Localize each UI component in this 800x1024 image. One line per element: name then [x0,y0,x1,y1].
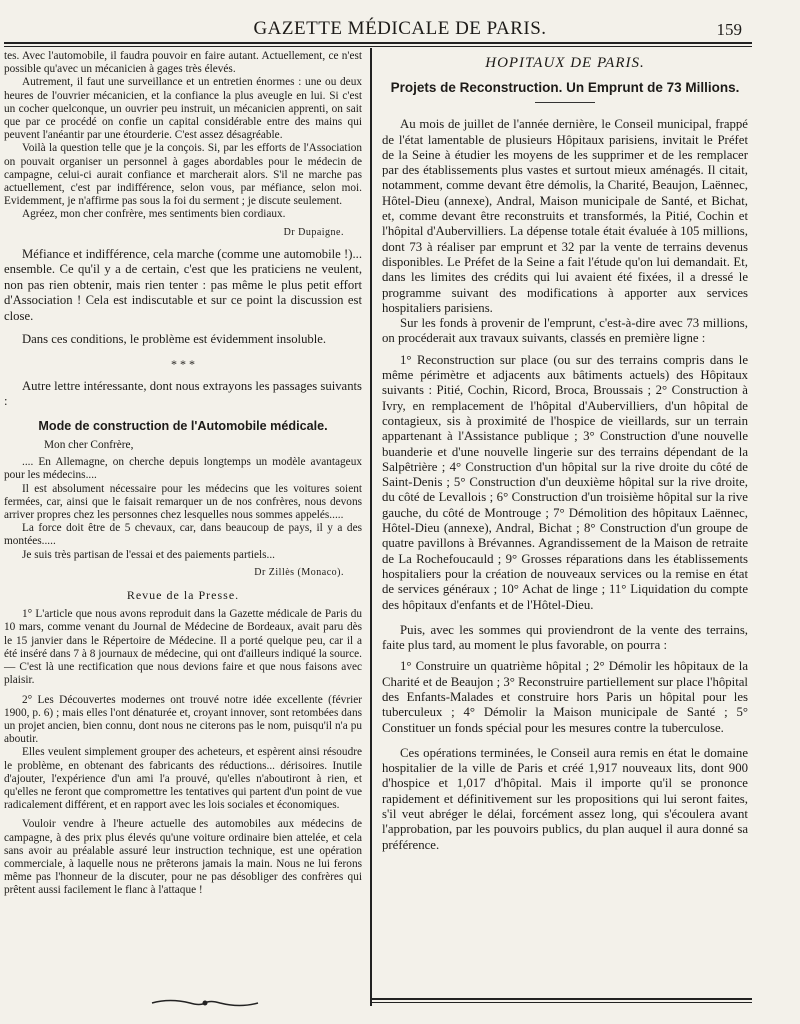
letter-paragraph: Agréez, mon cher confrère, mes sentiments bien cordiaux. [22,208,286,221]
section-heading: Revue de la Presse. [126,588,240,603]
letter-salutation: Mon cher Confrère, [44,439,134,452]
journal-title: GAZETTE MÉDICALE DE PARIS. [253,18,547,39]
intro-paragraph: Autre lettre intéressante, dont nous extrayons les passages suivants : [4,378,362,409]
footer-rule [372,998,752,1000]
section-separator: * * * [171,356,195,371]
letter-paragraph: Il est absolument nécessaire pour les médecins que les voitures soient fermées, car, ainsi que le faisait remarquer un de nos confrères, nous devons arriver propres chez les personnes chez lesquelles nous sommes appelés..... [4,482,362,522]
letter-paragraph: La force doit être de 5 chevaux, car, dans beaucoup de pays, il y a des montées..... [4,522,362,548]
left-column [4,50,362,898]
signature: Dr Dupaigne. [283,226,344,238]
commentary-paragraph: Méfiance et indifférence, cela marche (comme une automobile !)... ensemble. Ce qu'il y a de certain, c'est que les praticiens ne veulent, non pas rien obtenir, mais rien tenter : pas même le plus petit effort d'Association ! Cela est indiscutable et sur ce point la discussion est close. [4,246,362,323]
revue-paragraph: Elles veulent simplement grouper des acheteurs, et espèrent ainsi résoudre le problème, en obtenant des fabricants des réductions... dérisoires. Inutile d'ajouter, l'expérience d'un ami l'a prouvé, qu'elles n'aboutiront à rien, et qu'elles ne feront que compromettre les tentatives qui partent d'un point de vue radicalement différent, et en rapport avec les lois sociales et économiques. [4,746,362,812]
article-paragraph: Puis, avec les sommes qui proviendront de la vente des terrains, faite plus tard, au moment le plus favorable, on pourra : [382,622,748,653]
header-rule-thin [4,46,752,47]
letter-paragraph: Voilà la question telle que je la conçois. Si, par les efforts de l'Association on pouvait organiser un personnel à gages abordables pour le médecin de campagne, celui-ci aurait confiance et marcherait alors. S'il ne marche pas actuellement, c'est par indifférence, selon vous, par méfiance, selon moi. Evidemment, je n'affirme pas sous la foi du serment ; je discute seulement. [4,142,362,208]
article-heading: Mode de construction de l'Automobile médicale. [38,418,328,433]
header-rule [4,42,752,44]
letter-paragraph: Autrement, il faut une surveillance et un entretien énormes : une ou deux heures de l'ouvrier mécanicien, et la confiance la plus aveugle en lui. Si c'est un cocher quelconque, un ouvrier peu instruit, un mécanicien apprenti, on sait que par ce procédé on confie un capital considérable entre des mains qui peuvent l'anéantir par une étourderie. C'est assez désagréable. [4,76,362,142]
section-title: HOPITAUX DE PARIS. [485,55,645,71]
article-title: Projets de Reconstruction. Un Emprunt de 73 Millions. [390,80,740,96]
revue-paragraph: Vouloir vendre à l'heure actuelle des automobiles aux médecins de campagne, à des prix plus élevés qu'une voiture ordinaire bien attelée, et cela sans avoir au préalable assuré leur instruction technique, est une opération commerciale, à laquelle nous ne prêterons jamais la main. Nous ne lui ferons même pas l'honneur de la discuter, pour ne pas désobliger des confrères qui prêtent aussi facilement le flanc à l'attaque ! [4,818,362,897]
footer-rule-thin [372,1002,752,1003]
letter-paragraph: .... En Allemagne, on cherche depuis longtemps un modèle avantageux pour les médecins.... [4,456,362,482]
article-paragraph: Ces opérations terminées, le Conseil aura remis en état le domaine hospitalier de la ville de Paris et créé 1,917 nouveaux lits, dont 900 d'hospice et 1,017 d'hôpital. Mais il importe qu'il se prononce rapidement et définitivement sur les propositions qui lui seront faites, s'il veut abréger le délai, forcément assez long, qui s'écoulera avant l'approbation, par les pouvoirs publics, du plan auquel il aura donné sa préférence. [382,745,748,852]
article-paragraph: 1° Reconstruction sur place (ou sur des terrains compris dans le même périmètre et adjacents aux bâtiments actuels) des Hôpitaux suivants : Pitié, Cochin, Ricord, Broca, Broussais ; 2° Construction à Ivry, en remplacement de l'hôpital d'Aubervilliers, d'un hôpital de contagieux, sis à proximité de l'hospice de vieillards, sur un terrain appartenant à l'Assistance publique ; 3° Construction d'une nouvelle buanderie et d'une nouvelle lingerie sur des terrains dépendant de la Salpêtrière ; 4° Construction d'un hôpital sur la rive droite du côté de Saint-Denis ; 5° Construction d'un deuxième hôpital sur la rive droite, du côté de Levallois ; 6° Construction d'un troisième hôpital sur la rive gauche, du côté de Montrouge ; 7° Démolition des hôpitaux Laënnec, Hôtel-Dieu (annexe), Andral, Bichat ; 8° Construction d'un groupe de quatre pavillons à Brévannes. Agrandissement de la Maison de retraite de La Rochefoucauld ; 9° Grosses réparations dans les établissements hospitaliers pour la création de nouveaux services ou la remise en état de services généraux ; 10° Achat de linge ; 11° Liquidation du compte des hôpitaux d'enfants et de l'Hôtel-Dieu. [382,352,748,612]
revue-paragraph: 1° L'article que nous avons reproduit dans la Gazette médicale de Paris du 10 mars, comme venant du Journal de Médecine de Bordeaux, avait paru dès le 15 janvier dans le Répertoire de Médecine. Il a porté quelque peu, car il a été inséré dans 7 à 8 journaux de médecine, qui ont d'ailleurs indiqué la source. — C'est là une rectification que nous devions faire et que nous faisons avec plaisir. [4,608,362,687]
article-paragraph: Sur les fonds à provenir de l'emprunt, c'est-à-dire avec 73 millions, on procéderait aux travaux suivants, classés en première ligne : [382,316,748,346]
column-divider [370,48,372,1006]
letter-paragraph: Je suis très partisan de l'essai et des paiements partiels... [22,548,276,561]
revue-paragraph: 2° Les Découvertes modernes ont trouvé notre idée excellente (février 1900, p. 6) ; mais elles l'ont dénaturée et, croyant innover, sont retombées dans un projet ancien, bien connu, dont nous ne citerons pas le nom, puisqu'il n'a pu aboutir. [4,693,362,746]
article-paragraph: 1° Construire un quatrième hôpital ; 2° Démolir les hôpitaux de la Charité et de Beaujon ; 3° Reconstruire partiellement sur place l'hôpital des Enfants-Malades et construire hors Paris un hôpital pour les tuberculeux ; 4° Démolir la Maison municipale de Santé ; 5° Constituer un fonds spécial pour les mesures contre la tuberculose. [382,659,748,735]
commentary-paragraph: Dans ces conditions, le problème est évidemment insoluble. [22,332,327,347]
article-paragraph: Au mois de juillet de l'année dernière, le Conseil municipal, frappé de l'état lamentable de plusieurs Hôpitaux parisiens, invitait le Préfet de la Seine à étudier les moyens de les supprimer et de les remplacer par des établissements plus vastes et surtout mieux aménagés. Il citait, notamment, comme devant être démolis, la Charité, Beaujon, Laënnec, Hôtel-Dieu (annexe), Andral, Maison municipale de Santé, et Bichat, et, comme devant être reconstruits et transformés, la Pitié, Cochin et l'hôpital d'Aubervilliers. La dépense totale était évaluée à 105 millions, dont 73 à réaliser par emprunt et 32 par la vente de terrains devenus disponibles. Le Préfet de la Seine a fait l'étude qu'on lui demandait. Et, dans les limites des crédits qui lui avaient été fixées, il a dressé le programme suivant des modifications à apporter aux services hospitaliers parisiens. [382,117,748,315]
page-header [0,14,800,44]
ornament-icon [150,996,260,1010]
page-number: 159 [716,20,742,39]
right-column [382,56,748,853]
letter-paragraph: tes. Avec l'automobile, il faudra pouvoir en faire autant. Actuellement, ce n'est possible qu'avec un mécanicien à gages très élevés. [4,50,362,76]
signature: Dr Zillès (Monaco). [254,566,344,578]
title-rule [535,102,595,103]
